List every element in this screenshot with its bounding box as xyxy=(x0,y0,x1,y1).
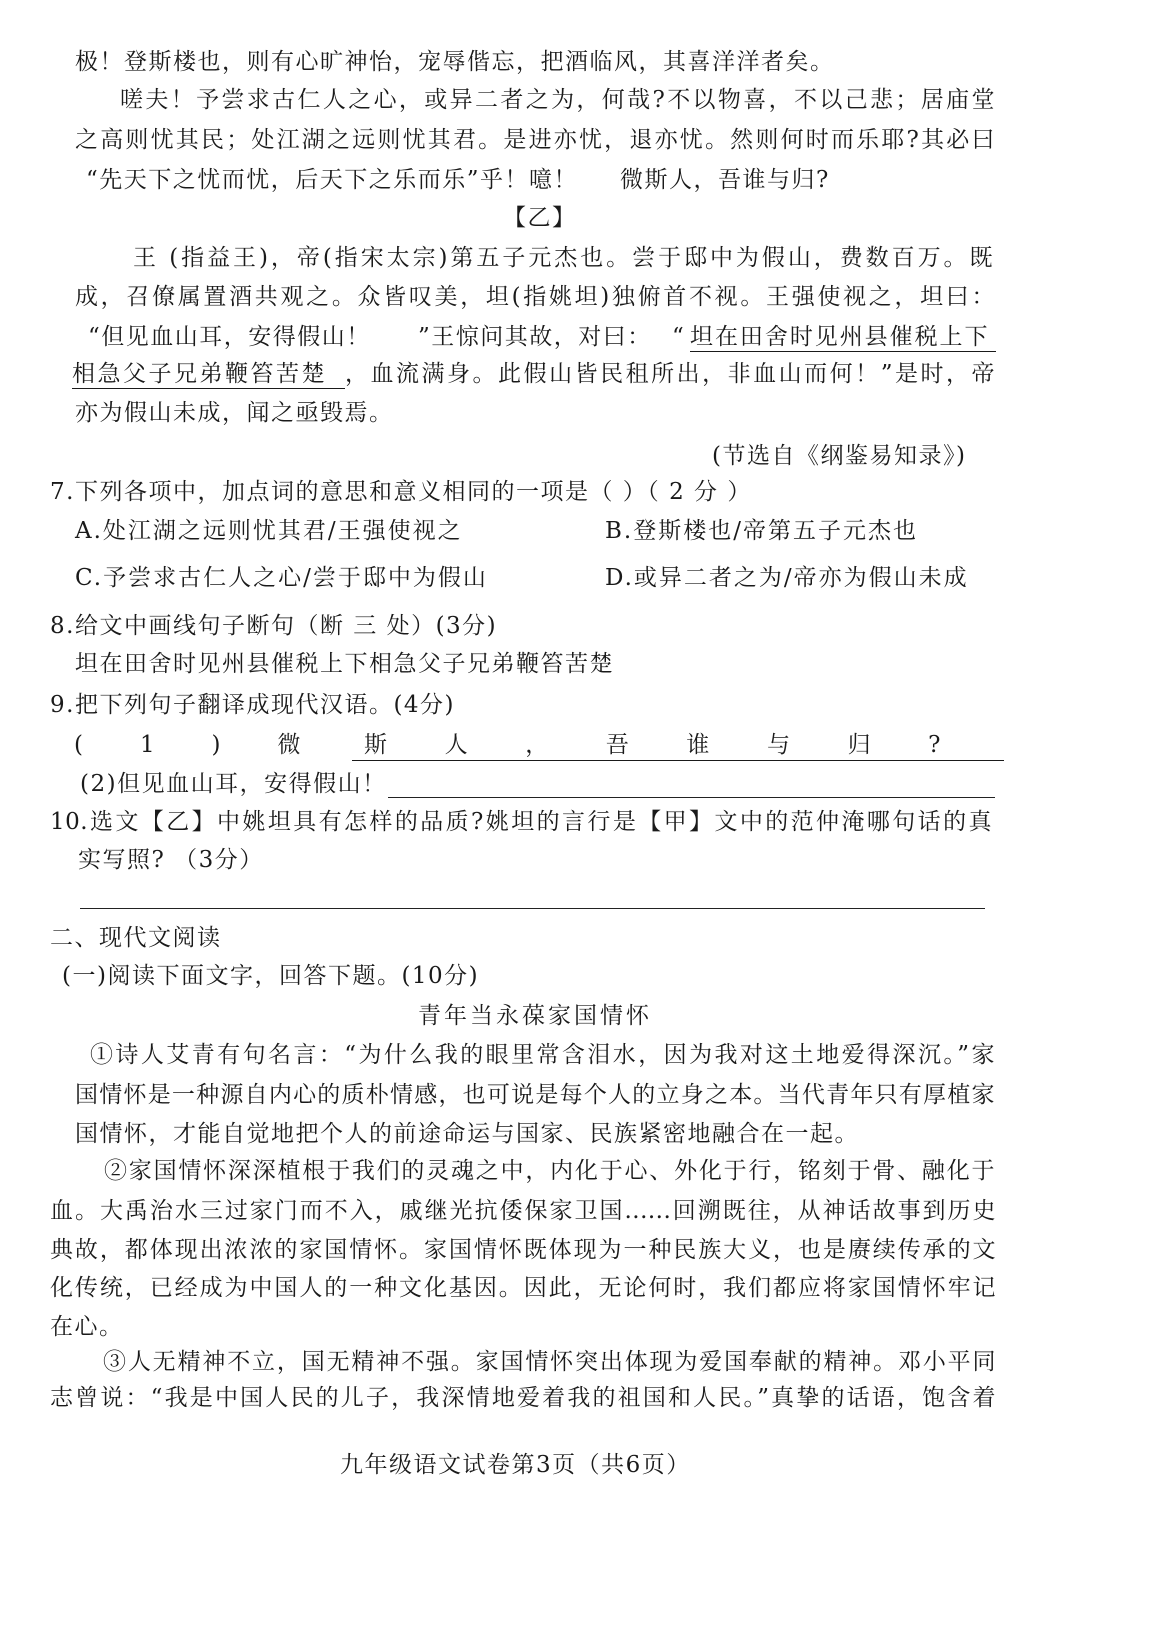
q7-option-c: C.予尝求古仁人之心/尝于邸中为假山 xyxy=(75,565,488,591)
yi-line-3-part-a: “但见血山耳，安得假山！ xyxy=(88,324,371,350)
yi-line-3-part-b: ”王惊问其故，对曰： xyxy=(418,324,652,350)
q10-stem-line-1: 10.选文【乙】中姚坦具有怎样的品质?姚坦的言行是【甲】文中的范仲淹哪句话的真 xyxy=(50,809,992,835)
jia-line-4-ending: 微斯人，吾谁与归? xyxy=(620,167,830,193)
q8-sentence: 坦在田舍时见州县催税上下相急父子兄弟鞭笞苦楚 xyxy=(75,651,614,677)
q9-item1-sentence xyxy=(352,730,1004,761)
spaced-char: ( xyxy=(74,732,85,758)
paragraph-1-line-1: ①诗人艾青有句名言：“为什么我的眼里常含泪水，因为我对这土地爱得深沉。”家 xyxy=(90,1042,995,1068)
spaced-char: 与 xyxy=(766,732,792,758)
yi-line-1: 王 (指益王)，帝(指宋太宗)第五子元杰也。尝于邸中为假山，费数百万。既 xyxy=(133,245,993,271)
paragraph-2-line-4: 化传统，已经成为中国人的一种文化基因。因此，无论何时，我们都应将家国情怀牢记 xyxy=(50,1275,996,1301)
yi-underlined-sentence-part-2: 相急父子兄弟鞭笞苦楚 xyxy=(72,359,345,389)
spaced-char: ， xyxy=(525,732,550,758)
q10-answer-line xyxy=(80,908,985,909)
paragraph-1-line-2: 国情怀是一种源自内心的质朴情感，也可说是每个人的立身之本。当代青年只有厚植家 xyxy=(75,1082,995,1108)
jia-line-3: 之高则忧其民；处江湖之远则忧其君。是进亦忧，退亦忧。然则何时而乐耶?其必曰 xyxy=(75,127,995,153)
spaced-char: 归 xyxy=(847,732,873,758)
page-footer: 九年级语文试卷第3页（共6页） xyxy=(340,1452,691,1478)
yi-heading: 【乙】 xyxy=(503,205,577,231)
paragraph-1-line-3: 国情怀，才能自觉地把个人的前途命运与国家、民族紧密地融合在一起。 xyxy=(75,1121,859,1147)
yi-line-5: 亦为假山未成，闻之亟毁焉。 xyxy=(75,400,394,426)
yi-line-3-part-c: “ xyxy=(672,324,686,350)
jia-line-2: 嗟夫！予尝求古仁人之心，或异二者之为，何哉?不以物喜，不以己悲；居庙堂 xyxy=(120,87,995,113)
yi-line-2: 成，召僚属置酒共观之。众皆叹美，坦(指姚坦)独俯首不视。王强使视之，坦曰： xyxy=(75,284,995,310)
spaced-char: ? xyxy=(928,732,942,758)
spaced-char: 1 xyxy=(139,732,157,758)
q9-item2: (2)但见血山耳，安得假山！ xyxy=(80,771,387,797)
q9-item1-lead xyxy=(74,730,302,760)
paragraph-3-line-2: 志曾说：“我是中国人民的儿子，我深情地爱着我的祖国和人民。”真挚的话语，饱含着 xyxy=(50,1385,996,1411)
q10-stem-line-2: 实写照? （3分） xyxy=(78,847,264,873)
jia-line-1: 极！登斯楼也，则有心旷神怡，宠辱偕忘，把酒临风，其喜洋洋者矣。 xyxy=(75,49,835,75)
q7-option-b: B.登斯楼也/帝第五子元杰也 xyxy=(605,518,918,544)
paragraph-3-line-1: ③人无精神不立，国无精神不强。家国情怀突出体现为爱国奉献的精神。邓小平同 xyxy=(103,1349,996,1375)
q8-stem: 8.给文中画线句子断句（断 三 处）(3分) xyxy=(50,613,498,639)
spaced-char: 斯 xyxy=(364,732,389,758)
article-title: 青年当永葆家国情怀 xyxy=(418,1003,652,1029)
section-heading: 二、现代文阅读 xyxy=(50,925,222,951)
spaced-char: 人 xyxy=(444,732,470,758)
q7-stem: 7.下列各项中，加点词的意思和意义相同的一项是（ ）（ 2 分 ） xyxy=(50,479,752,505)
paragraph-2-line-1: ②家国情怀深深植根于我们的灵魂之中，内化于心、外化于行，铭刻于骨、融化于 xyxy=(104,1158,995,1184)
spaced-char: 吾 xyxy=(605,732,631,758)
spaced-char: ) xyxy=(211,732,223,758)
source-note: (节选自《纲鉴易知录》) xyxy=(712,443,967,469)
q7-option-d: D.或异二者之为/帝亦为假山未成 xyxy=(605,565,969,591)
spaced-char: 微 xyxy=(277,732,302,758)
paragraph-2-line-5: 在心。 xyxy=(50,1314,124,1340)
spaced-char: 谁 xyxy=(686,732,711,758)
q7-option-a: A.处江湖之远则忧其君/王强使视之 xyxy=(75,518,463,544)
yi-line-4-rest: ，血流满身。此假山皆民租所出，非血山而何！”是时，帝 xyxy=(345,361,995,387)
yi-underlined-sentence-part-1: 坦在田舍时见州县催税上下 xyxy=(690,322,996,352)
paragraph-2-line-2: 血。大禹治水三过家门而不入，戚继光抗倭保家卫国......回溯既往，从神话故事到历史 xyxy=(50,1198,996,1224)
jia-line-4-quote: “先天下之忧而忧，后天下之乐而乐”乎！噫！ xyxy=(86,167,579,193)
paragraph-2-line-3: 典故，都体现出浓浓的家国情怀。家国情怀既体现为一种民族大义，也是赓续传承的文 xyxy=(50,1237,996,1263)
part-heading: (一)阅读下面文字，回答下题。(10分) xyxy=(62,963,480,989)
q9-item2-answer-line xyxy=(388,797,995,798)
q9-stem: 9.把下列句子翻译成现代汉语。(4分) xyxy=(50,692,456,718)
